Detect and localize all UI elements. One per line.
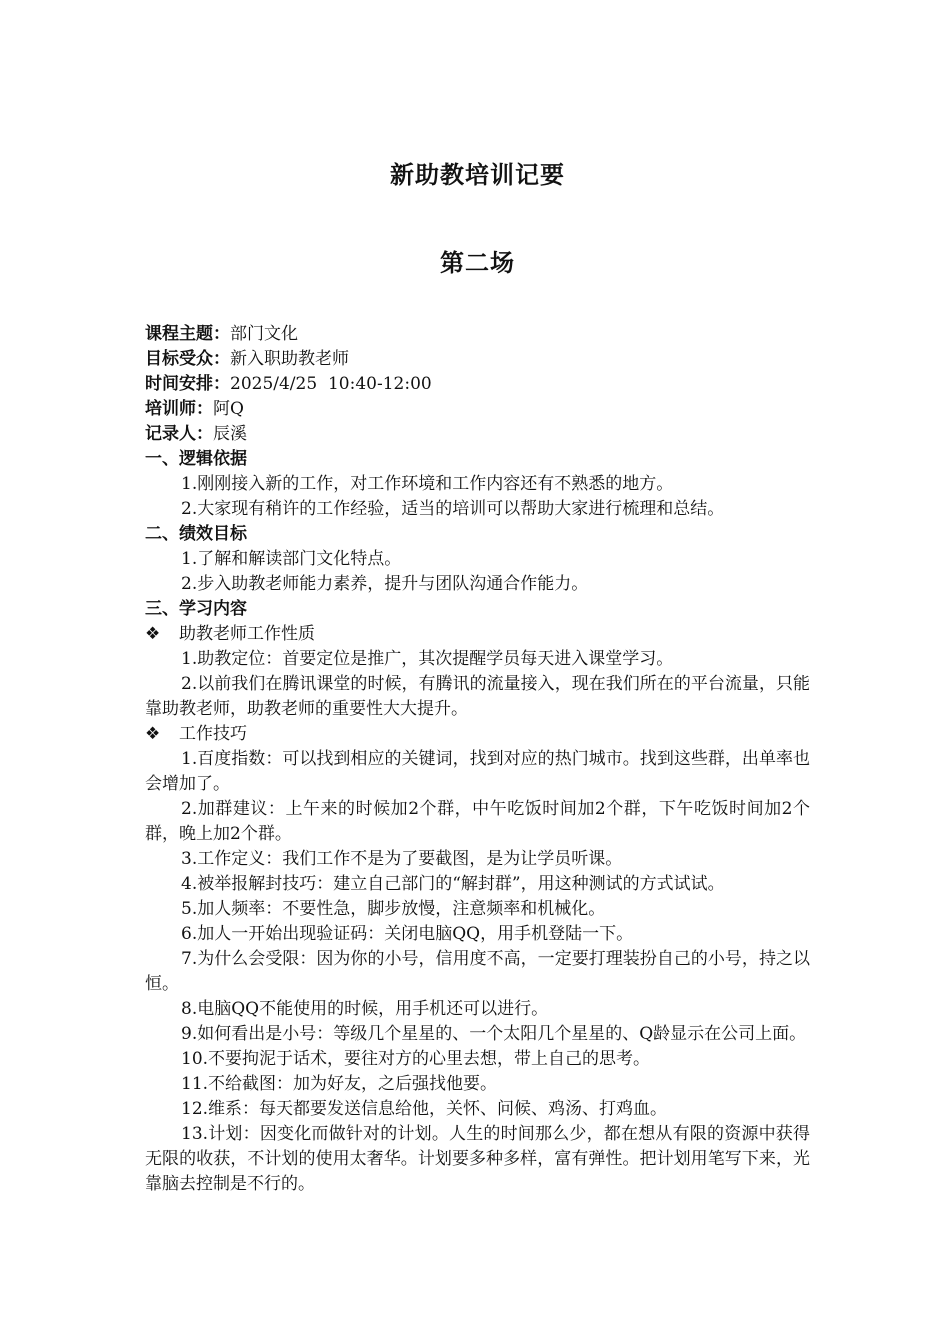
meta-value: 阿Q (213, 399, 244, 419)
document-body (145, 322, 810, 1197)
list-item: 9.如何看出是小号：等级几个星星的、一个太阳几个星星的、Q龄显示在公司上面。 (181, 1024, 807, 1044)
list-item: 1.刚刚接入新的工作，对工作环境和工作内容还有不熟悉的地方。 (181, 474, 674, 494)
meta-audience (145, 347, 810, 372)
meta-schedule (145, 372, 810, 397)
list-item: 10.不要拘泥于话术，要往对方的心里去想，带上自己的思考。 (181, 1049, 651, 1069)
list-item: 5.加人频率：不要性急，脚步放慢，注意频率和机械化。 (181, 899, 606, 919)
section-heading-logic: 一、逻辑依据 (145, 449, 247, 469)
meta-label: 目标受众： (145, 349, 230, 369)
section-heading-content: 三、学习内容 (145, 599, 247, 619)
bullet-heading-work-skills (145, 722, 810, 747)
meta-label: 时间安排： (145, 374, 230, 394)
meta-value: 2025/4/25 10:40-12:00 (230, 374, 432, 394)
meta-value: 部门文化 (230, 324, 298, 344)
list-item: 1.百度指数：可以找到相应的关键词，找到对应的热门城市。找到这些群，出单率也会增加了。 (145, 749, 810, 794)
list-item: 2.以前我们在腾讯课堂的时候，有腾讯的流量接入，现在我们所在的平台流量，只能靠助教老师，助教老师的重要性大大提升。 (145, 674, 810, 719)
document-title: 新助教培训记要 (390, 161, 565, 189)
document-subtitle: 第二场 (440, 249, 515, 277)
diamond-bullet-icon: ❖ (145, 624, 161, 644)
list-item: 6.加人一开始出现验证码：关闭电脑QQ，用手机登陆一下。 (181, 924, 634, 944)
meta-value: 新入职助教老师 (230, 349, 349, 369)
list-item: 1.了解和解读部门文化特点。 (181, 549, 402, 569)
meta-label: 记录人： (145, 424, 213, 444)
bullet-heading-work-nature (145, 622, 810, 647)
section-heading-goals: 二、绩效目标 (145, 524, 247, 544)
list-item: 11.不给截图：加为好友，之后强找他要。 (181, 1074, 498, 1094)
meta-value: 辰溪 (213, 424, 247, 444)
diamond-bullet-icon: ❖ (145, 724, 161, 744)
list-item: 8.电脑QQ不能使用的时候，用手机还可以进行。 (181, 999, 549, 1019)
list-item: 4.被举报解封技巧：建立自己部门的“解封群”，用这种测试的方式试试。 (181, 874, 725, 894)
list-item: 12.维系：每天都要发送信息给他，关怀、问候、鸡汤、打鸡血。 (181, 1099, 668, 1119)
meta-label: 课程主题： (145, 324, 230, 344)
list-item: 2.大家现有稍许的工作经验，适当的培训可以帮助大家进行梳理和总结。 (181, 499, 725, 519)
bullet-label: 助教老师工作性质 (179, 624, 315, 644)
list-item: 2.步入助教老师能力素养，提升与团队沟通合作能力。 (181, 574, 589, 594)
list-item: 2.加群建议：上午来的时候加2个群，中午吃饭时间加2个群，下午吃饭时间加2个群，晚上加2个群。 (145, 799, 810, 844)
meta-trainer (145, 397, 810, 422)
bullet-label: 工作技巧 (179, 724, 247, 744)
list-item: 3.工作定义：我们工作不是为了要截图，是为让学员听课。 (181, 849, 623, 869)
meta-label: 培训师： (145, 399, 213, 419)
list-item: 7.为什么会受限：因为你的小号，信用度不高，一定要打理装扮自己的小号，持之以恒。 (145, 949, 810, 994)
list-item: 1.助教定位：首要定位是推广，其次提醒学员每天进入课堂学习。 (181, 649, 674, 669)
meta-recorder (145, 422, 810, 447)
list-item: 13.计划：因变化而做针对的计划。人生的时间那么少，都在想从有限的资源中获得无限的收获，不计划的使用太奢华。计划要多种多样，富有弹性。把计划用笔写下来，光靠脑去控制是不行的。 (145, 1124, 810, 1194)
meta-course-topic (145, 322, 810, 347)
